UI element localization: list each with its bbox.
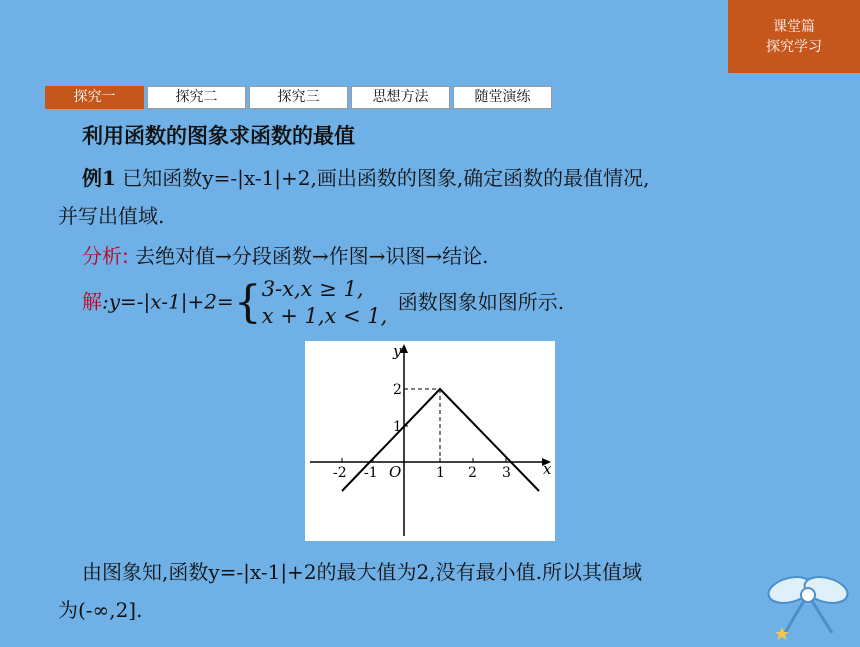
example-label: 例1 [82,166,116,190]
section-heading: 利用函数的图象求函数的最值 [82,124,355,148]
analysis-line [82,240,489,269]
tab-methods[interactable]: 思想方法 [351,86,450,109]
solution-tail: 函数图象如图所示. [397,289,565,314]
solution-expression: :y=-|x-1|+2= [102,289,234,314]
tab-explore-3[interactable]: 探究三 [249,86,348,109]
example-text-2: 并写出值域. [58,204,165,228]
tab-explore-2[interactable]: 探究二 [147,86,246,109]
analysis-text: 去绝对值→分段函数→作图→识图→结论. [135,244,489,268]
example-text-1: 已知函数y=-|x-1|+2,画出函数的图象,确定函数的最值情况, [122,166,650,190]
tab-bar [45,86,555,109]
tab-practice[interactable]: 随堂演练 [453,86,552,109]
x-tick-label-neg1: -1 [364,465,378,481]
section-badge [728,0,860,73]
x-tick-label-1: 1 [436,465,445,481]
conclusion-text-2: 为(-∞,2]. [58,598,143,622]
solution-label: 解 [82,289,102,314]
x-tick-label-2: 2 [468,465,477,481]
y-axis-label: y [393,342,402,360]
y-tick-label-1: 1 [393,419,402,435]
analysis-label: 分析: [82,244,129,268]
tab-explore-1[interactable]: 探究一 [45,86,144,109]
x-axis-label: x [543,460,552,478]
ribbon-decoration [760,565,856,647]
y-tick-label-2: 2 [393,382,402,398]
piecewise-cases [262,276,388,330]
conclusion-text-1: 由图象知,函数y=-|x-1|+2的最大值为2,没有最小值.所以其值域 [82,560,642,584]
x-tick-label-neg2: -2 [333,465,347,481]
ribbon-icon [760,565,856,643]
x-tick-label-3: 3 [502,465,511,481]
graph-svg [305,341,555,541]
function-graph [305,341,555,541]
brace-symbol: { [233,277,262,328]
case-2: x + 1,x < 1, [261,304,388,328]
origin-label: O [389,463,402,481]
solution-line [82,276,564,330]
section-badge-line2: 探究学习 [766,38,822,55]
section-badge-line1: 课堂篇 [773,18,815,35]
example-line-1 [82,162,650,191]
case-1: 3-x,x ≥ 1, [261,277,364,301]
